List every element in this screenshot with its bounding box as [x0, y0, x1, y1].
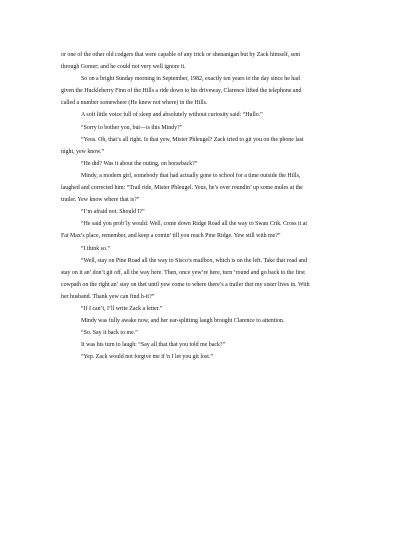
text-line: “Well, stay on Pine Road all the way to Sisco’s mailbox, which is on the left. Take that road and — [81, 257, 308, 264]
text-line: cowpath on the right an’ stay on thet until yew come to where there’s a trailer thet my sister lives in. With — [61, 281, 310, 288]
text-line: her husband. Thank yew can find h-it?” — [61, 293, 155, 300]
text-line: “So. Say it back to me.” — [81, 330, 138, 337]
text-line: Fat Max’s place, remember, and keep a comin’ till you reach Pine Ridge. Yew still with me?” — [61, 233, 281, 240]
text-line: stay on it an’ don’t git off, all the way here. Then, once yew’re here, turn ’round and go back to the first — [61, 269, 305, 276]
text-line: “He did? Was it about the outing, on horseback?” — [81, 160, 198, 167]
text-line: given the Huckleberry Finn of the Hills a ride down to his driveway, Clarence lifted the telephone and — [61, 88, 302, 95]
text-line: trailer. Yew know where that is?” — [61, 197, 140, 204]
text-line: laughed and corrected him: “Trail ride, Mister Phleugel. Yeus, he’s over roundin’ up some mules at the — [61, 185, 303, 192]
body-text — [61, 49, 371, 363]
text-line: It was his turn to laugh: “Say all that that you told me back?” — [81, 342, 226, 349]
text-line: through Gomer; and he could not very well ignore it. — [61, 64, 186, 71]
text-line: Mindy, a modern girl, somebody that had actually gone to school for a time outside the Hills, — [81, 172, 301, 179]
text-line: “Yeus. Oh, that’s all right. Is that yew, Mister Phleugel? Zack tried to git you on the phone last — [81, 136, 304, 143]
text-line: Mindy was fully awake now, and her ear-splitting laugh brought Clarence to attention. — [81, 318, 285, 325]
text-line: So on a bright Sunday morning in September, 1982, exactly ten years to the day since he had — [81, 76, 300, 83]
text-line: “Yep. Zack would not forgive me if’n I let you git lost.” — [81, 354, 213, 361]
text-line: “Sorry to bother you, but—is this Mindy?” — [81, 124, 183, 131]
text-line: “If I can’t, I’ll write Zack a letter.” — [81, 305, 163, 312]
text-line: night, yew know.” — [61, 148, 105, 155]
text-line: “I’m afraid not. Should I?” — [81, 209, 145, 216]
text-line: called a number somewhere (He knew not where) in the Hills. — [61, 100, 208, 107]
text-line: or one of the other old codgers that were capable of any trick or shenanigan but by Zack himself, sent — [61, 52, 301, 58]
text-line: A soft little voice full of sleep and absolutely without curiosity said: “Hullo.” — [81, 112, 263, 119]
text-line: “I think so.” — [81, 245, 110, 252]
text-line: “He said you prob’ly would. Well, come down Ridge Road all the way to Swan Crik. Cross it at — [81, 221, 308, 228]
